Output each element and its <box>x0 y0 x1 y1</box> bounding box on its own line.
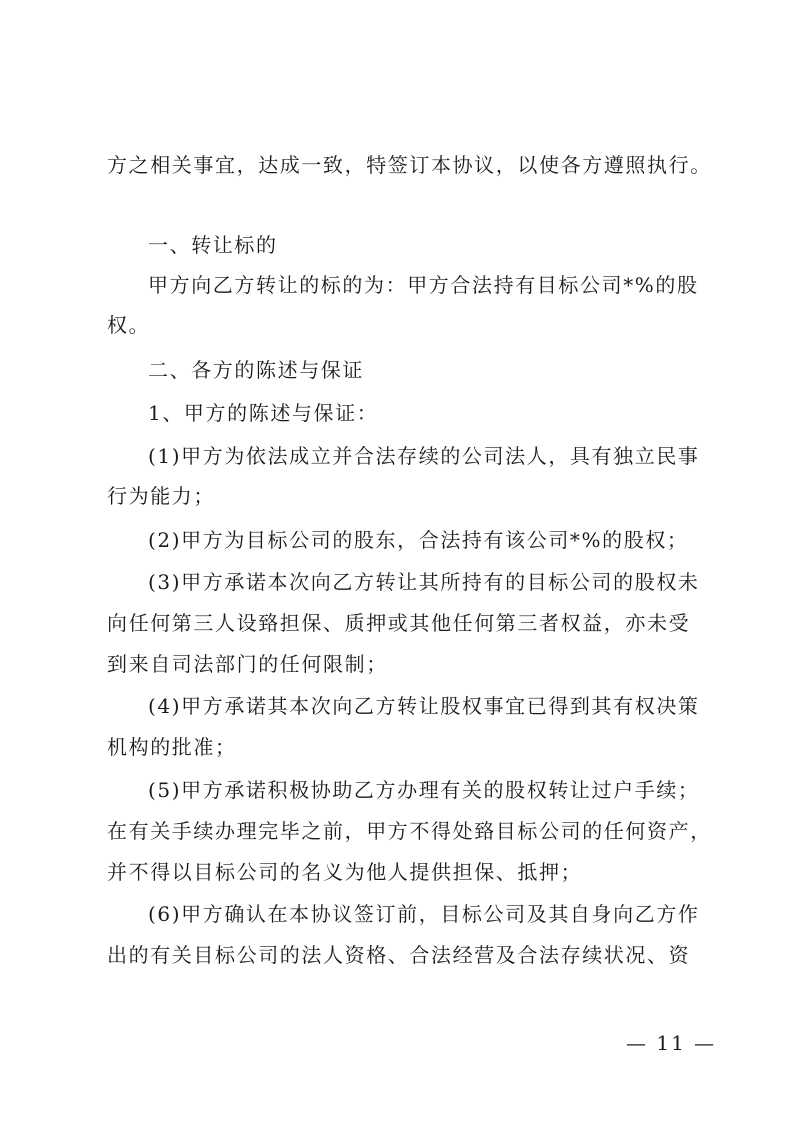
clause-3-line: (3)甲方承诺本次向乙方转让其所持有的目标公司的股权未 <box>148 570 700 594</box>
section-heading-transfer-subject: 一、转让标的 <box>148 233 278 257</box>
paragraph-line: 甲方向乙方转让的标的为：甲方合法持有目标公司*%的股 <box>148 273 699 297</box>
clause-5-line: (5)甲方承诺积极协助乙方办理有关的股权转让过户手续； <box>148 778 700 802</box>
clause-5-line: 并不得以目标公司的名义为他人提供担保、抵押； <box>107 860 583 884</box>
clause-6-line: 出的有关目标公司的法人资格、合法经营及合法存续状况、资 <box>107 943 691 967</box>
clause-1-line: (1)甲方为依法成立并合法存续的公司法人，具有独立民事 <box>148 444 700 468</box>
paragraph-line: 权。 <box>107 313 151 337</box>
clause-5-line: 在有关手续办理完毕之前，甲方不得处臵目标公司的任何资产， <box>107 819 712 843</box>
section-heading-representations: 二、各方的陈述与保证 <box>148 358 364 382</box>
subsection-heading-party-a: 1、甲方的陈述与保证： <box>148 401 379 425</box>
clause-4-line: 机构的批准； <box>107 735 237 759</box>
clause-3-line: 到来自司法部门的任何限制； <box>107 652 388 676</box>
page-number: — 11 — <box>626 1031 717 1055</box>
clause-4-line: (4)甲方承诺其本次向乙方转让股权事宜已得到其有权决策 <box>148 694 700 718</box>
clause-2-line: (2)甲方为目标公司的股东，合法持有该公司*%的股权； <box>148 528 689 552</box>
clause-1-line: 行为能力； <box>107 484 215 508</box>
clause-6-line: (6)甲方确认在本协议签订前，目标公司及其自身向乙方作 <box>148 902 700 926</box>
clause-3-line: 向任何第三人设臵担保、质押或其他任何第三者权益，亦未受 <box>107 611 691 635</box>
paragraph-line: 方之相关事宜，达成一致，特签订本协议，以使各方遵照执行。 <box>107 153 712 177</box>
